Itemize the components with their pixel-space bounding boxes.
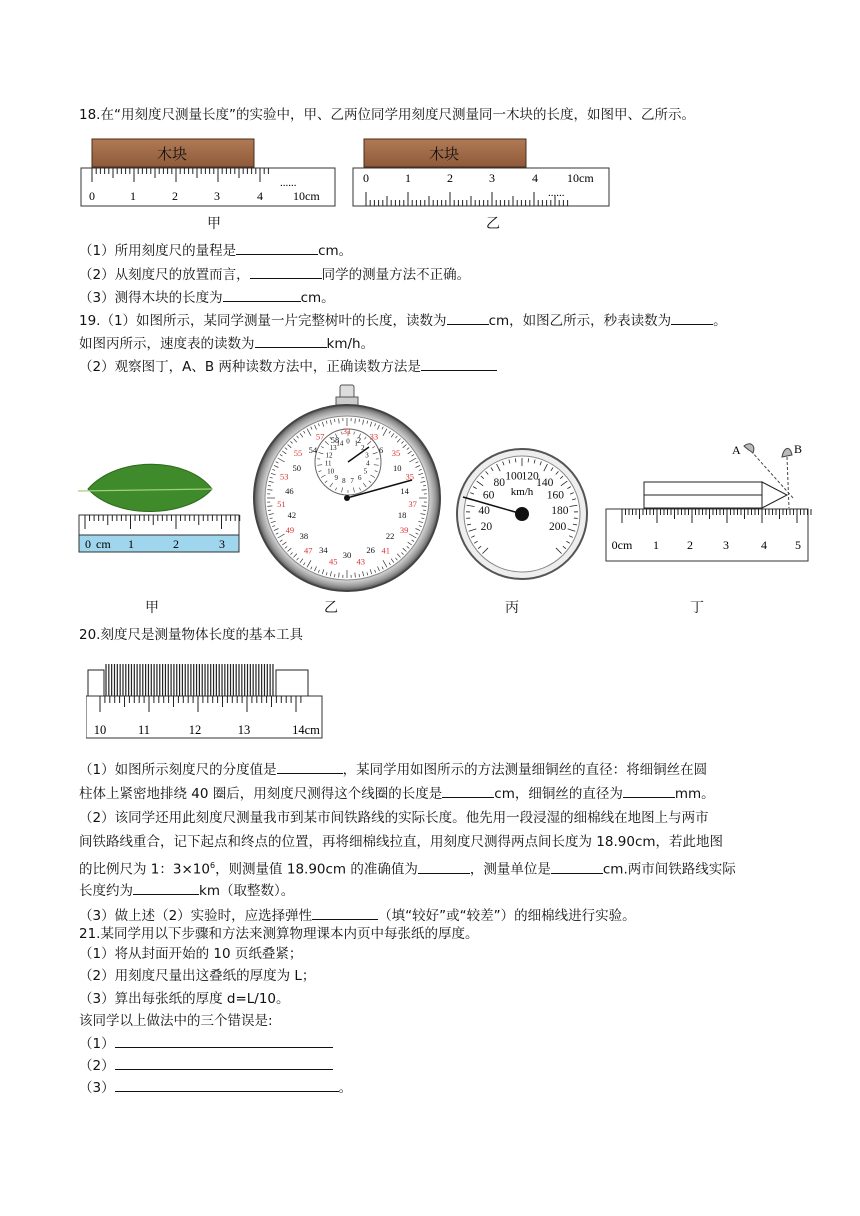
svg-text:2: 2 <box>173 537 179 551</box>
svg-text:14cm: 14cm <box>292 723 320 737</box>
caption-jia: 甲 <box>145 600 159 616</box>
svg-text:10: 10 <box>392 462 402 473</box>
svg-text:2: 2 <box>687 538 693 552</box>
svg-text:37: 37 <box>408 498 417 509</box>
svg-text:26: 26 <box>366 544 375 555</box>
caption-ding: 丁 <box>690 600 704 616</box>
answer-blank[interactable] <box>115 1033 333 1048</box>
speedometer-figure <box>455 447 590 582</box>
q21-step1: （1）将从封面开始的 10 页纸叠紧； <box>79 946 303 962</box>
svg-text:30: 30 <box>342 549 352 560</box>
q19-line2: 如图丙所示，速度表的读数为 km/h。 <box>79 333 374 354</box>
q18-part3: （3）测得木块的长度为 cm。 <box>79 287 335 308</box>
svg-text:A: A <box>732 443 741 457</box>
svg-text:39: 39 <box>399 524 409 535</box>
svg-text:12: 12 <box>325 451 333 460</box>
answer-blank[interactable] <box>236 240 318 255</box>
svg-text:31: 31 <box>342 425 352 436</box>
leaf-figure <box>78 455 243 555</box>
svg-text:140: 140 <box>536 477 554 490</box>
q21-step2: （2）用刻度尺量出这叠纸的厚度为 L； <box>79 968 316 984</box>
q20-p2-line4: 长度约为 km（取整数）。 <box>79 880 294 901</box>
svg-text:9: 9 <box>334 473 338 482</box>
svg-text:35: 35 <box>405 471 415 482</box>
svg-text:58: 58 <box>330 435 340 446</box>
svg-text:22: 22 <box>385 530 395 541</box>
svg-text:0: 0 <box>89 189 95 203</box>
svg-text:45: 45 <box>329 556 338 567</box>
svg-text:10cm: 10cm <box>567 171 594 185</box>
svg-text:33: 33 <box>369 431 379 442</box>
svg-text:8: 8 <box>342 477 346 486</box>
svg-text:1: 1 <box>405 171 411 185</box>
q19-line1: 19.（1）如图所示，某同学测量一片完整树叶的长度，读数为 cm，如图乙所示，秒表读数为 。 <box>79 310 727 331</box>
svg-text:6: 6 <box>358 473 362 482</box>
svg-text:12: 12 <box>188 723 202 737</box>
svg-text:B: B <box>794 442 803 456</box>
svg-text:10: 10 <box>327 467 335 476</box>
answer-blank[interactable] <box>312 905 378 920</box>
q18-part2: （2）从刻度尺的放置而言， 同学的测量方法不正确。 <box>79 264 470 285</box>
svg-text:53: 53 <box>279 471 289 482</box>
svg-text:200: 200 <box>548 520 567 533</box>
svg-text:......: ...... <box>280 177 297 189</box>
svg-text:4: 4 <box>761 538 767 552</box>
ding-figure <box>604 433 814 563</box>
answer-blank[interactable] <box>277 759 343 774</box>
svg-text:180: 180 <box>551 504 569 517</box>
svg-text:120: 120 <box>521 470 539 483</box>
q21-step3: （3）算出每张纸的厚度 d=L/10。 <box>79 991 290 1007</box>
eye-b-icon <box>782 448 792 457</box>
svg-text:3: 3 <box>214 189 220 203</box>
svg-text:38: 38 <box>299 530 309 541</box>
speed-unit: km/h <box>510 486 534 498</box>
caption-bing: 丙 <box>505 600 519 616</box>
svg-text:40: 40 <box>478 504 490 517</box>
caption-yi: 乙 <box>324 600 338 616</box>
svg-text:47: 47 <box>303 545 313 556</box>
answer-blank[interactable] <box>551 859 603 874</box>
svg-text:20: 20 <box>480 520 493 533</box>
svg-text:49: 49 <box>285 524 295 535</box>
svg-text:14: 14 <box>336 439 344 448</box>
q18-part1: （1）所用刻度尺的量程是 cm。 <box>79 240 352 261</box>
stopwatch-figure <box>252 383 442 595</box>
svg-text:2: 2 <box>361 444 365 453</box>
answer-blank[interactable] <box>418 859 470 874</box>
svg-text:60: 60 <box>482 489 495 502</box>
svg-text:4: 4 <box>257 189 263 203</box>
svg-text:34: 34 <box>319 544 328 555</box>
svg-text:51: 51 <box>277 498 286 509</box>
answer-blank[interactable] <box>133 880 199 895</box>
q20-p2-line1: （2）该同学还用此刻度尺测量我市到某市间铁路线的实际长度。他先用一段浸湿的细棉线在地图上与两市 <box>79 810 709 826</box>
svg-text:3: 3 <box>489 171 495 185</box>
svg-text:46: 46 <box>285 485 294 496</box>
q21-answer2: （2） <box>79 1055 333 1076</box>
svg-text:1: 1 <box>653 538 659 552</box>
answer-blank[interactable] <box>671 310 713 325</box>
svg-text:0: 0 <box>346 437 350 446</box>
answer-blank[interactable] <box>421 356 497 371</box>
leaf <box>88 464 212 511</box>
eye-a-icon <box>744 444 754 453</box>
answer-blank[interactable] <box>447 310 489 325</box>
svg-text:0: 0 <box>363 171 369 185</box>
coil-figure <box>86 660 326 740</box>
answer-blank[interactable] <box>115 1055 333 1070</box>
q21-ask: 该同学以上做法中的三个错误是: <box>79 1013 273 1029</box>
answer-blank[interactable] <box>223 287 301 302</box>
caption-yi: 乙 <box>486 216 500 232</box>
svg-text:11: 11 <box>324 459 332 468</box>
svg-text:0: 0 <box>85 537 91 551</box>
q21-answer3: （3） 。 <box>79 1077 352 1098</box>
svg-text:35: 35 <box>391 447 401 458</box>
q21-stem: 21.某同学用以下步骤和方法来测算物理课本内页中每张纸的厚度。 <box>79 926 479 942</box>
cylinder-left <box>88 670 104 696</box>
svg-text:14: 14 <box>400 485 409 496</box>
svg-text:6: 6 <box>378 445 384 456</box>
svg-text:cm: cm <box>96 537 111 551</box>
svg-text:2: 2 <box>172 189 178 203</box>
svg-text:4: 4 <box>532 171 538 185</box>
q20-p2-line2: 间铁路线重合，记下起点和终点的位置，再将细棉线拉直，用刻度尺测得两点间长度为 18.90cm，若此地图 <box>79 834 724 850</box>
svg-text:1: 1 <box>128 537 134 551</box>
svg-text:41: 41 <box>381 545 391 556</box>
svg-text:18: 18 <box>397 509 407 520</box>
svg-text:1: 1 <box>130 189 136 203</box>
svg-text:100: 100 <box>505 470 523 483</box>
q20-stem: 20.刻度尺是测量物体长度的基本工具 <box>79 627 303 643</box>
svg-text:木块: 木块 <box>428 145 460 163</box>
svg-text:10cm: 10cm <box>293 189 320 203</box>
svg-text:......: ...... <box>548 187 565 199</box>
svg-text:3: 3 <box>219 537 225 551</box>
svg-text:3: 3 <box>365 451 369 460</box>
answer-blank[interactable] <box>255 333 327 348</box>
svg-text:3: 3 <box>723 538 729 552</box>
svg-text:0cm: 0cm <box>611 538 633 552</box>
svg-text:2: 2 <box>356 435 362 446</box>
q21-answer1: （1） <box>79 1033 333 1054</box>
svg-text:2: 2 <box>447 171 453 185</box>
svg-text:10: 10 <box>93 723 107 737</box>
sight-line-b <box>787 457 789 508</box>
cylinder-right <box>276 670 308 696</box>
answer-blank[interactable] <box>250 264 322 279</box>
q20-p2-line3: 的比例尺为 1：$3\times 10^6$，则测量值 18.90cm 的准确值为 ，测量单位是 cm.两市间铁路线实际 <box>79 856 736 880</box>
svg-text:43: 43 <box>356 556 365 567</box>
svg-text:55: 55 <box>293 447 303 458</box>
svg-text:160: 160 <box>546 489 564 502</box>
svg-text:4: 4 <box>366 459 370 468</box>
answer-blank[interactable] <box>442 783 494 798</box>
answer-blank[interactable] <box>115 1077 339 1092</box>
svg-text:5: 5 <box>795 538 801 552</box>
svg-text:1: 1 <box>354 439 358 448</box>
q20-p1-line2: 柱体上紧密地排绕 40 圈后，用刻度尺测得这个线圈的长度是 cm，细铜丝的直径为 mm。 <box>79 783 715 804</box>
q20-p3: （3）做上述（2）实验时，应选择弹性 （填“较好”或“较差”）的细棉线进行实验。 <box>79 905 636 926</box>
block-label: 木块 <box>156 145 188 163</box>
q19-line3: （2）观察图丁，A、B 两种读数方法中，正确读数方法是 <box>79 356 497 377</box>
pencil-tip <box>762 482 787 508</box>
answer-blank[interactable] <box>623 783 675 798</box>
q18-stem: 18.在“用刻度尺测量长度”的实验中，甲、乙两位同学用刻度尺测量同一木块的长度，如图甲、乙所示。 <box>79 107 695 123</box>
q20-p1-line1: （1）如图所示刻度尺的分度值是 ，某同学用如图所示的方法测量细铜丝的直径：将细铜丝在圆 <box>79 759 707 780</box>
svg-text:13: 13 <box>329 444 337 453</box>
svg-text:50: 50 <box>292 462 302 473</box>
svg-text:57: 57 <box>315 431 325 442</box>
caption-jia: 甲 <box>207 216 221 232</box>
svg-text:5: 5 <box>363 467 368 476</box>
svg-text:7: 7 <box>350 477 354 486</box>
svg-text:80: 80 <box>493 477 505 490</box>
q18-figure-yi <box>352 138 612 230</box>
svg-text:42: 42 <box>287 509 297 520</box>
svg-text:11: 11 <box>137 723 151 737</box>
svg-text:54: 54 <box>308 445 318 456</box>
svg-text:13: 13 <box>237 723 251 737</box>
